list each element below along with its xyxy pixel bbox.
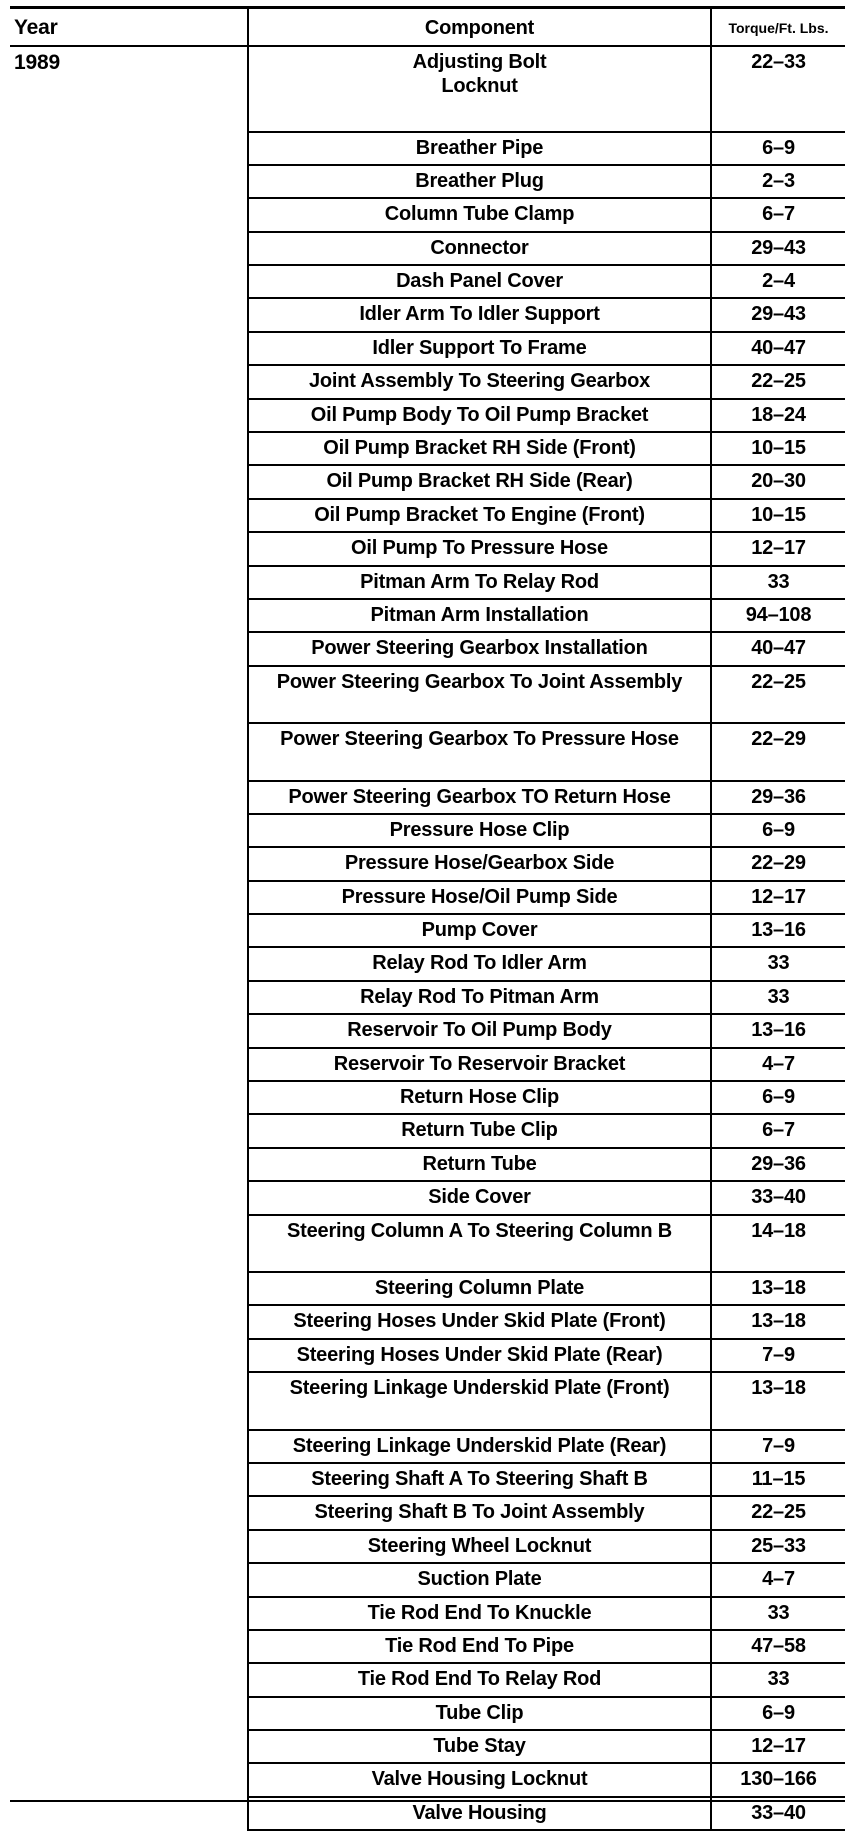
component-cell: Pitman Arm Installation bbox=[248, 599, 711, 632]
torque-cell: 22–29 bbox=[711, 723, 845, 780]
torque-cell: 22–25 bbox=[711, 666, 845, 723]
torque-cell: 25–33 bbox=[711, 1530, 845, 1563]
component-cell: Power Steering Gearbox TO Return Hose bbox=[248, 781, 711, 814]
torque-cell: 20–30 bbox=[711, 465, 845, 498]
component-cell: Suction Plate bbox=[248, 1563, 711, 1596]
torque-cell: 33–40 bbox=[711, 1181, 845, 1214]
torque-cell: 29–36 bbox=[711, 1148, 845, 1181]
component-cell: Tie Rod End To Pipe bbox=[248, 1630, 711, 1663]
component-cell: Pressure Hose/Oil Pump Side bbox=[248, 881, 711, 914]
component-cell: Valve Housing bbox=[248, 1797, 711, 1830]
torque-cell: 6–9 bbox=[711, 1697, 845, 1730]
torque-cell: 33 bbox=[711, 566, 845, 599]
component-cell: Tie Rod End To Relay Rod bbox=[248, 1663, 711, 1696]
component-cell: Adjusting Bolt Locknut bbox=[248, 46, 711, 132]
component-cell: Side Cover bbox=[248, 1181, 711, 1214]
torque-cell: 13–18 bbox=[711, 1272, 845, 1305]
component-cell: Steering Linkage Underskid Plate (Front) bbox=[248, 1372, 711, 1429]
torque-cell: 40–47 bbox=[711, 332, 845, 365]
header-torque: Torque/Ft. Lbs. bbox=[711, 8, 845, 46]
torque-cell: 33 bbox=[711, 1663, 845, 1696]
component-cell: Steering Hoses Under Skid Plate (Rear) bbox=[248, 1339, 711, 1372]
torque-cell: 130–166 bbox=[711, 1763, 845, 1796]
torque-cell: 33 bbox=[711, 1597, 845, 1630]
torque-cell: 2–3 bbox=[711, 165, 845, 198]
torque-cell: 33 bbox=[711, 947, 845, 980]
torque-cell: 18–24 bbox=[711, 399, 845, 432]
torque-cell: 94–108 bbox=[711, 599, 845, 632]
component-cell: Return Tube bbox=[248, 1148, 711, 1181]
component-cell: Relay Rod To Idler Arm bbox=[248, 947, 711, 980]
component-cell: Pressure Hose/Gearbox Side bbox=[248, 847, 711, 880]
torque-cell: 33 bbox=[711, 981, 845, 1014]
torque-cell: 4–7 bbox=[711, 1563, 845, 1596]
torque-cell: 13–18 bbox=[711, 1372, 845, 1429]
torque-cell: 33–40 bbox=[711, 1797, 845, 1830]
torque-cell: 22–29 bbox=[711, 847, 845, 880]
component-cell: Steering Column Plate bbox=[248, 1272, 711, 1305]
torque-cell: 12–17 bbox=[711, 881, 845, 914]
torque-cell: 10–15 bbox=[711, 499, 845, 532]
header-year: Year bbox=[10, 8, 248, 46]
component-cell: Tube Clip bbox=[248, 1697, 711, 1730]
component-cell: Pressure Hose Clip bbox=[248, 814, 711, 847]
component-cell: Column Tube Clamp bbox=[248, 198, 711, 231]
torque-cell: 7–9 bbox=[711, 1430, 845, 1463]
torque-cell: 7–9 bbox=[711, 1339, 845, 1372]
component-cell: Joint Assembly To Steering Gearbox bbox=[248, 365, 711, 398]
component-cell: Idler Support To Frame bbox=[248, 332, 711, 365]
header-component: Component bbox=[248, 8, 711, 46]
component-cell: Steering Hoses Under Skid Plate (Front) bbox=[248, 1305, 711, 1338]
component-cell: Tie Rod End To Knuckle bbox=[248, 1597, 711, 1630]
component-cell: Oil Pump To Pressure Hose bbox=[248, 532, 711, 565]
table-row bbox=[10, 46, 845, 132]
torque-cell: 6–9 bbox=[711, 132, 845, 165]
component-cell: Steering Shaft B To Joint Assembly bbox=[248, 1496, 711, 1529]
table-body bbox=[10, 46, 845, 1831]
torque-cell: 13–18 bbox=[711, 1305, 845, 1338]
torque-cell: 2–4 bbox=[711, 265, 845, 298]
torque-cell: 29–43 bbox=[711, 232, 845, 265]
bottom-rule bbox=[10, 1800, 845, 1802]
component-cell: Power Steering Gearbox To Pressure Hose bbox=[248, 723, 711, 780]
component-cell: Pump Cover bbox=[248, 914, 711, 947]
component-cell: Return Hose Clip bbox=[248, 1081, 711, 1114]
component-cell: Steering Linkage Underskid Plate (Rear) bbox=[248, 1430, 711, 1463]
torque-cell: 6–9 bbox=[711, 814, 845, 847]
component-cell: Steering Column A To Steering Column B bbox=[248, 1215, 711, 1272]
component-cell: Breather Pipe bbox=[248, 132, 711, 165]
torque-cell: 12–17 bbox=[711, 1730, 845, 1763]
torque-cell: 6–7 bbox=[711, 1114, 845, 1147]
torque-cell: 6–7 bbox=[711, 198, 845, 231]
component-cell: Oil Pump Bracket RH Side (Rear) bbox=[248, 465, 711, 498]
torque-cell: 22–33 bbox=[711, 46, 845, 132]
component-cell: Pitman Arm To Relay Rod bbox=[248, 566, 711, 599]
torque-cell: 13–16 bbox=[711, 914, 845, 947]
component-cell: Reservoir To Oil Pump Body bbox=[248, 1014, 711, 1047]
table-header-row bbox=[10, 8, 845, 46]
component-cell: Connector bbox=[248, 232, 711, 265]
component-cell: Oil Pump Body To Oil Pump Bracket bbox=[248, 399, 711, 432]
torque-cell: 29–36 bbox=[711, 781, 845, 814]
torque-cell: 22–25 bbox=[711, 365, 845, 398]
component-cell: Tube Stay bbox=[248, 1730, 711, 1763]
component-cell: Power Steering Gearbox Installation bbox=[248, 632, 711, 665]
torque-cell: 40–47 bbox=[711, 632, 845, 665]
component-cell: Valve Housing Locknut bbox=[248, 1763, 711, 1796]
component-cell: Steering Wheel Locknut bbox=[248, 1530, 711, 1563]
torque-cell: 10–15 bbox=[711, 432, 845, 465]
component-cell: Oil Pump Bracket RH Side (Front) bbox=[248, 432, 711, 465]
torque-spec-table bbox=[10, 6, 845, 1831]
torque-cell: 11–15 bbox=[711, 1463, 845, 1496]
component-cell: Oil Pump Bracket To Engine (Front) bbox=[248, 499, 711, 532]
year-cell: 1989 bbox=[14, 50, 60, 74]
component-cell: Breather Plug bbox=[248, 165, 711, 198]
torque-cell: 4–7 bbox=[711, 1048, 845, 1081]
component-cell: Return Tube Clip bbox=[248, 1114, 711, 1147]
torque-cell: 12–17 bbox=[711, 532, 845, 565]
component-cell: Steering Shaft A To Steering Shaft B bbox=[248, 1463, 711, 1496]
component-cell: Dash Panel Cover bbox=[248, 265, 711, 298]
torque-cell: 14–18 bbox=[711, 1215, 845, 1272]
component-cell: Idler Arm To Idler Support bbox=[248, 298, 711, 331]
torque-cell: 22–25 bbox=[711, 1496, 845, 1529]
component-cell: Power Steering Gearbox To Joint Assembly bbox=[248, 666, 711, 723]
component-cell: Relay Rod To Pitman Arm bbox=[248, 981, 711, 1014]
component-cell: Reservoir To Reservoir Bracket bbox=[248, 1048, 711, 1081]
torque-cell: 29–43 bbox=[711, 298, 845, 331]
torque-cell: 6–9 bbox=[711, 1081, 845, 1114]
torque-cell: 13–16 bbox=[711, 1014, 845, 1047]
torque-cell: 47–58 bbox=[711, 1630, 845, 1663]
